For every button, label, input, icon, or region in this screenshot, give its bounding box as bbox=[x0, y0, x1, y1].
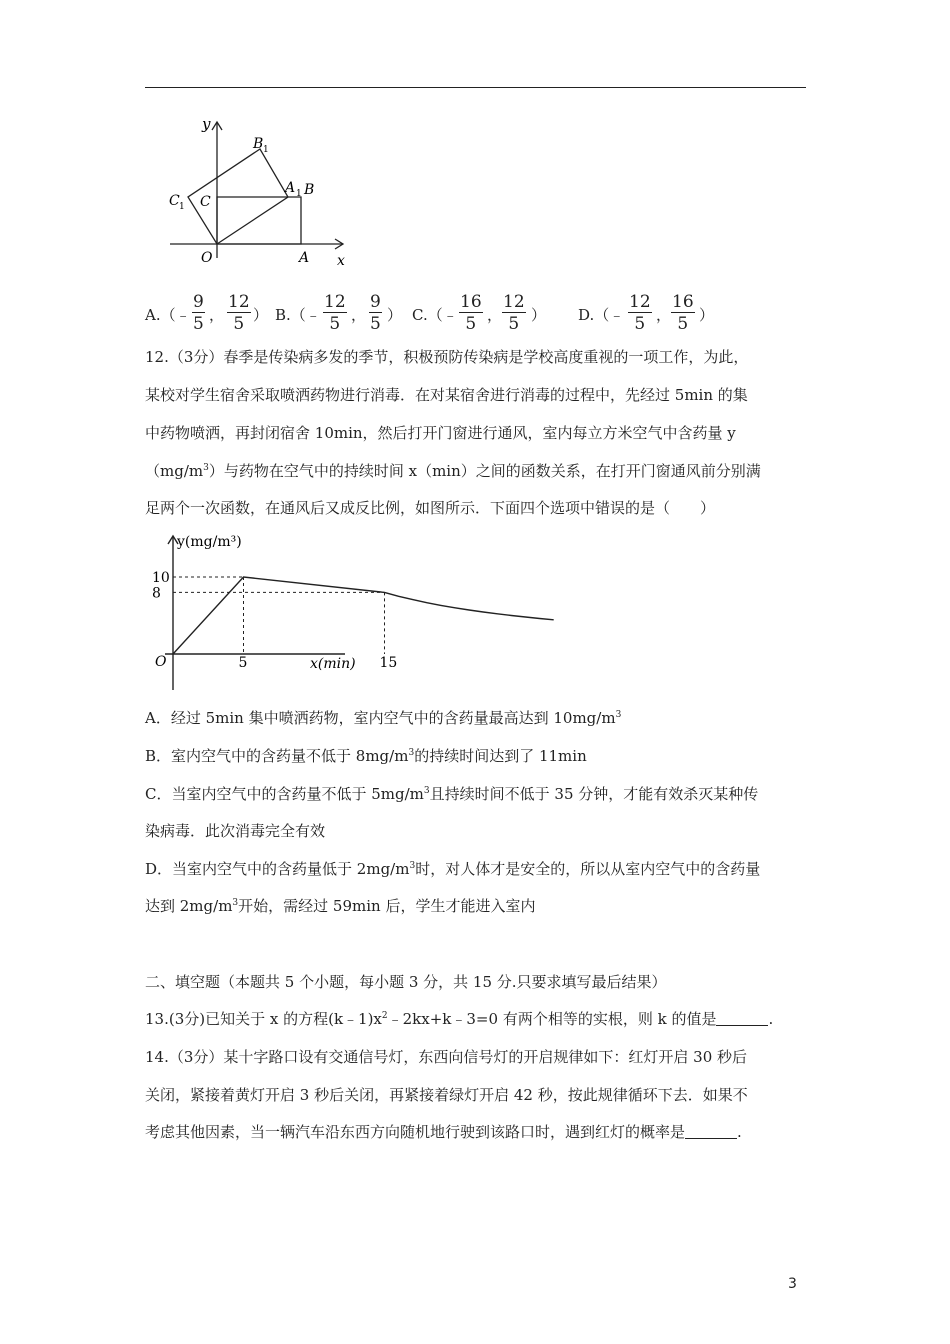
q12-option-a[interactable]: A．经过 5min 集中喷洒药物，室内空气中的含药量最高达到 $10mg/m^3$ bbox=[145, 709, 622, 727]
answer-blank[interactable] bbox=[685, 1124, 737, 1139]
x-tick-label: 5 bbox=[238, 655, 248, 671]
fraction: $\frac{9}{5}$ bbox=[193, 292, 204, 334]
label-a1-sub: 1 bbox=[296, 189, 302, 199]
fraction: $\frac{9}{5}$ bbox=[370, 292, 381, 334]
q12-line-5: 足两个一次函数，在通风后又成反比例，如图所示．下面四个选项中错误的是（ ） bbox=[145, 499, 716, 517]
q12-line-2: 某校对学生宿舍采取喷洒药物进行消毒．在对某宿舍进行消毒的过程中，先经过 5min 的集 bbox=[145, 386, 748, 404]
drug-concentration-chart bbox=[145, 526, 398, 696]
q12-line-3: 中药物喷洒，再封闭宿舍 10min，然后打开门窗进行通风，室内每立方米空气中含药量 y bbox=[145, 424, 736, 442]
y-tick-label: 10 bbox=[152, 570, 170, 586]
q12-option-c[interactable]: C．当室内空气中的含药量不低于 $5mg/m^3$且持续时间不低于 35 分钟，才能有效杀灭某种传 bbox=[145, 785, 759, 803]
q12-option-c-cont: 染病毒．此次消毒完全有效 bbox=[145, 822, 326, 840]
label-b: B bbox=[304, 182, 315, 198]
fraction: $\frac{12}{5}$ bbox=[629, 292, 651, 334]
q12-option-d[interactable]: D．当室内空气中的含药量低于 $2mg/m^3$时，对人体才是安全的，所以从室内空气中的含药量 bbox=[145, 860, 761, 878]
series-line bbox=[173, 577, 385, 654]
fraction: $\frac{16}{5}$ bbox=[672, 292, 694, 334]
y-tick-label: 8 bbox=[152, 585, 161, 602]
rectangle-oabc bbox=[217, 197, 301, 244]
chart-xlabel: x(min) bbox=[310, 656, 356, 672]
q12-option-b[interactable]: B．室内空气中的含药量不低于 $8mg/m^3$的持续时间达到了 11min bbox=[145, 747, 587, 765]
chart-origin-label: O bbox=[155, 654, 167, 670]
q14-line-3: 考虑其他因素，当一辆汽车沿东西方向随机地行驶到该路口时，遇到红灯的概率是 . bbox=[145, 1123, 742, 1141]
chart-ylabel: y(mg/m³) bbox=[177, 534, 242, 550]
x-tick-label: 15 bbox=[379, 655, 398, 671]
decay-curve bbox=[385, 592, 554, 619]
fraction: $\frac{16}{5}$ bbox=[460, 292, 482, 334]
header-rule bbox=[145, 87, 806, 88]
q12-option-d-cont: 达到 $2mg/m^3$开始，需经过 59min 后，学生才能进入室内 bbox=[145, 897, 536, 915]
label-c1-sub: 1 bbox=[179, 202, 185, 212]
label-c1: C bbox=[169, 193, 180, 209]
label-x: x bbox=[337, 253, 345, 269]
fraction: $\frac{12}{5}$ bbox=[503, 292, 525, 334]
label-c: C bbox=[200, 194, 211, 210]
q13: 13.(3分)已知关于 x 的方程$(k﹣1)x^2﹣2kx+k﹣3=0$ 有两个相等的实根，则 k 的值是 . bbox=[145, 1010, 774, 1028]
q14-line-2: 关闭，紧接着黄灯开启 3 秒后关闭，再紧接着绿灯开启 42 秒，按此规律循环下去．如果不 bbox=[145, 1086, 748, 1104]
q12-line-4: $(mg/m^3)$与药物在空气中的持续时间 x（min）之间的函数关系，在打开门窗通风前分别满 bbox=[145, 462, 761, 480]
fraction: $\frac{12}{5}$ bbox=[324, 292, 346, 334]
page-number: 3 bbox=[788, 1276, 797, 1292]
q14-line-1: 14.（3分）某十字路口设有交通信号灯，东西向信号灯的开启规律如下：红灯开启 30 秒后 bbox=[145, 1048, 748, 1066]
q12-line-1: 12.（3分）春季是传染病多发的季节，积极预防传染病是学校高度重视的一项工作，为此， bbox=[145, 348, 749, 366]
answer-blank[interactable] bbox=[716, 1011, 768, 1026]
label-b1: B bbox=[253, 136, 264, 152]
label-y: y bbox=[202, 115, 211, 133]
label-b1-sub: 1 bbox=[263, 145, 269, 155]
rectangle-rotation-figure bbox=[165, 112, 360, 267]
section-heading: 二、填空题（本题共 5 个小题，每小题 3 分，共 15 分.只要求填写最后结果） bbox=[145, 973, 667, 991]
label-a: A bbox=[299, 250, 310, 266]
label-o: O bbox=[201, 250, 213, 266]
fraction: $\frac{12}{5}$ bbox=[228, 292, 250, 334]
label-a1: A bbox=[285, 180, 296, 196]
